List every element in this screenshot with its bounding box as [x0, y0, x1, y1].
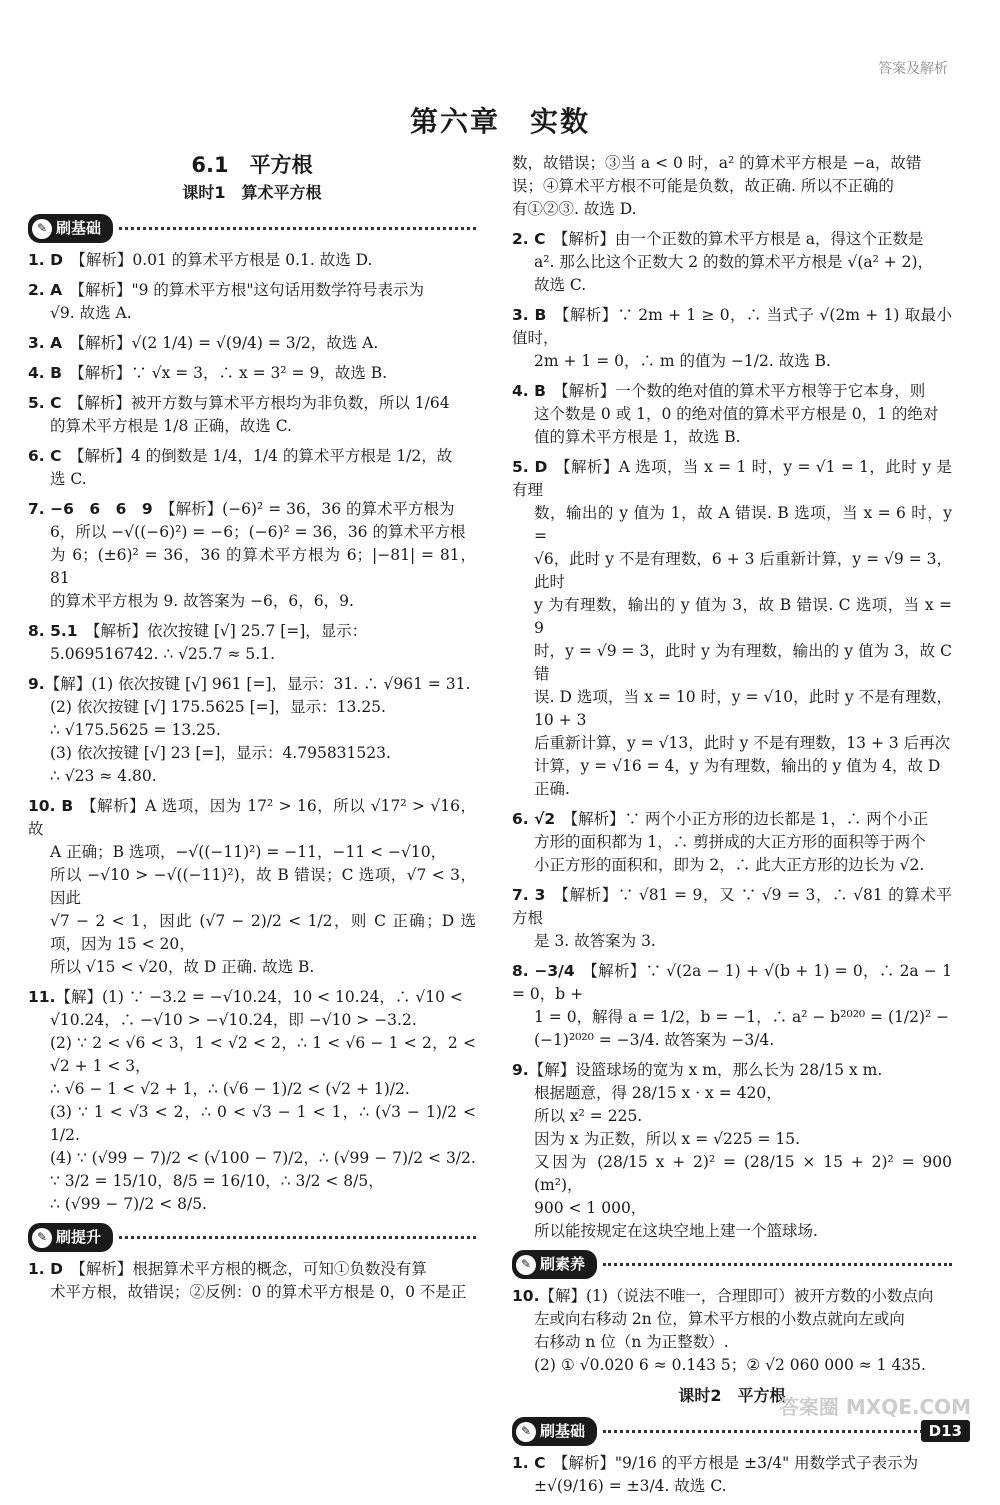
question-item: [28, 392, 476, 438]
answer-text: 小正方形的面积和，即为 2，∴ 此大正方形的边长为 √2.: [534, 856, 925, 874]
answer-text: 【解析】A 选项，因为 17² > 16，所以 √17² > √16，故: [28, 797, 476, 838]
band-literacy-label: 刷素养: [540, 1255, 586, 1273]
answer-line: [28, 719, 476, 742]
answer-text: 右移动 n 位（n 为正整数）.: [534, 1333, 729, 1351]
answer-choice: A: [44, 334, 68, 352]
question-number: 1.: [512, 1454, 529, 1472]
answer-text: (4) ∵ (√99 − 7)/2 < (√100 − 7)/2，∴ (√99 − 7)/2 < 3/2.: [50, 1149, 476, 1167]
answer-line: [512, 456, 952, 502]
answer-text: 时，y = √9 = 3，此时 y 为有理数，输出的 y 值为 3，故 C 错: [534, 642, 952, 683]
question-item: [512, 304, 952, 373]
answer-line: [28, 590, 476, 613]
answer-choice: −6 6 6 9: [44, 500, 159, 518]
question-number: 3.: [512, 306, 529, 324]
answer-choice: 3: [528, 886, 552, 904]
answer-text: (3) 依次按键 [√] 23 [=]，显示：4.795831523.: [50, 744, 391, 762]
answer-text: (2) ∵ 2 < √6 < 3，1 < √2 < 2，∴ 1 < √6 − 1 < 2，2 < √2 + 1 < 3，: [50, 1034, 476, 1075]
answer-line: [512, 640, 952, 686]
answer-line: [512, 686, 952, 732]
question-item: [28, 673, 476, 788]
answer-line: [28, 1281, 476, 1304]
question-number: 7.: [28, 500, 45, 518]
question-item: [28, 986, 476, 1216]
answer-line: [28, 742, 476, 765]
answer-line: [512, 251, 952, 274]
book-icon: ✎: [516, 1255, 536, 1275]
answer-line: [28, 1009, 476, 1032]
left-advanced-list: [28, 1258, 476, 1304]
answer-text: 的算术平方根是 1/8 正确，故选 C.: [50, 417, 292, 435]
answer-text: 【解析】A 选项，当 x = 1 时，y = √1 = 1，此时 y 是有理: [512, 458, 952, 499]
answer-line: [28, 362, 476, 385]
answer-line: [28, 302, 476, 325]
answer-choice: C: [44, 394, 67, 412]
question-item: [512, 380, 952, 449]
answer-choice: D: [44, 1260, 69, 1278]
question-number: 1.: [28, 1260, 45, 1278]
question-item: [512, 456, 952, 801]
answer-line: [28, 544, 476, 590]
answer-line: [28, 620, 476, 643]
answer-text: ∵ 3/2 = 15/10，8/5 = 16/10，∴ 3/2 < 8/5，: [50, 1172, 384, 1190]
answer-choice: −3/4: [528, 962, 581, 980]
question-item: [28, 1258, 476, 1304]
answer-line: [512, 1006, 952, 1029]
continued-answer: [512, 152, 952, 221]
answer-text: 因为 x 为正数，所以 x = √225 = 15.: [534, 1130, 801, 1148]
book-icon: ✎: [32, 1228, 52, 1248]
answer-line: [512, 831, 952, 854]
answer-line: [28, 392, 476, 415]
answer-line: [512, 380, 952, 403]
question-item: [28, 498, 476, 613]
answer-line: [28, 795, 476, 841]
answer-choice: C: [528, 1454, 551, 1472]
answer-choice: C: [528, 230, 551, 248]
answer-text: 计算，y = √16 = 4，y 为有理数，输出的 y 值为 4，故 D: [534, 757, 941, 775]
question-number: 8.: [28, 622, 45, 640]
answer-text: 是 3. 故答案为 3.: [534, 932, 656, 950]
right-advanced-list: [512, 228, 952, 1243]
answer-line: [512, 1151, 952, 1197]
answer-line: [512, 1128, 952, 1151]
answer-line: [28, 249, 476, 272]
answer-text: 【解析】被开方数与算术平方根均为非负数，所以 1/64: [68, 394, 450, 412]
answer-text: 【解】(1) 依次按键 [√] 961 [=]，显示：31. ∴ √961 = 31.: [44, 675, 471, 693]
book-icon: ✎: [516, 1422, 536, 1442]
question-item: [28, 332, 476, 355]
answer-text: 方形的面积都为 1，∴ 剪拼成的大正方形的面积等于两个: [534, 833, 926, 851]
question-number: 11.: [28, 988, 56, 1006]
question-item: [28, 279, 476, 325]
answer-text: 根据题意，得 28/15 x · x = 420，: [534, 1084, 782, 1102]
answer-choice: A: [44, 281, 68, 299]
answer-line: [28, 986, 476, 1009]
answer-text: a². 那么比这个正数大 2 的数的算术平方根是 √(a² + 2)，: [534, 253, 934, 271]
answer-text: ∴ √175.5625 = 13.25.: [50, 721, 221, 739]
answer-choice: B: [528, 382, 552, 400]
answer-text: 后重新计算，y = √13，此时 y 不是有理数，13 + 3 后再次: [534, 734, 951, 752]
answer-line: [28, 468, 476, 491]
answer-line: [512, 1197, 952, 1220]
question-number: 10.: [28, 797, 56, 815]
answer-text: 6，所以 −√((−6)²) = −6；(−6)² = 36，36 的算术平方根: [50, 523, 466, 541]
answer-text: 【解】(1)（说法不唯一，合理即可）被开方数的小数点向: [539, 1287, 934, 1305]
answer-text: ∴ (√99 − 7)/2 < 8/5.: [50, 1195, 207, 1213]
answer-text: y 为有理数，输出的 y 值为 3，故 B 错误. C 选项，当 x = 9: [534, 596, 952, 637]
answer-text: 【解析】"9 的算术平方根"这句话用数学符号表示为: [69, 281, 425, 299]
answer-text: 左或向右移动 2n 位，算术平方根的小数点就向左或向: [534, 1310, 905, 1328]
dotted-divider: [603, 1263, 952, 1266]
answer-choice: B: [44, 364, 68, 382]
answer-text: 值的算术平方根是 1，故选 B.: [534, 428, 741, 446]
right-literacy-list: [512, 1285, 952, 1377]
question-item: [512, 1285, 952, 1377]
answer-line: 有①②③. 故选 D.: [512, 200, 637, 218]
question-item: [28, 795, 476, 979]
answer-line: [512, 854, 952, 877]
answer-line: [512, 778, 952, 801]
answer-text: 所以 x² = 225.: [534, 1107, 643, 1125]
answer-line: [28, 696, 476, 719]
left-basic-list: [28, 249, 476, 1216]
answer-line: [28, 1101, 476, 1147]
question-item: [512, 960, 952, 1052]
answer-text: √7 − 2 < 1，因此 (√7 − 2)/2 < 1/2，则 C 正确；D 选项，因为 15 < 20，: [50, 912, 476, 953]
right-column: [512, 152, 952, 1505]
answer-line: [28, 279, 476, 302]
answer-text: 【解析】∵ √x = 3，∴ x = 3² = 9，故选 B.: [69, 364, 388, 382]
answer-line: [512, 1029, 952, 1052]
answer-line: [512, 808, 952, 831]
answer-line: [28, 765, 476, 788]
band-basic: [28, 214, 476, 243]
answer-text: 数，输出的 y 值为 1，故 A 错误. B 选项，当 x = 6 时，y =: [534, 504, 952, 545]
answer-text: 【解析】4 的倒数是 1/4，1/4 的算术平方根是 1/2，故: [68, 447, 453, 465]
lesson-title-1: 课时1 算术平方根: [182, 183, 322, 202]
answer-text: (3) ∵ 1 < √3 < 2，∴ 0 < √3 − 1 < 1，∴ (√3 − 1)/2 < 1/2.: [50, 1103, 476, 1144]
answer-choice: √2: [528, 810, 561, 828]
answer-line: [512, 1082, 952, 1105]
answer-line: [28, 643, 476, 666]
answer-text: 又因为 (28/15 x + 2)² = (28/15 × 15 + 2)² = 900 (m²)，: [534, 1153, 952, 1194]
answer-text: 【解析】根据算术平方根的概念，可知①负数没有算: [70, 1260, 427, 1278]
answer-line: [28, 1258, 476, 1281]
question-item: [512, 228, 952, 297]
answer-text: (2) 依次按键 [√] 175.5625 [=]，显示：13.25.: [50, 698, 386, 716]
answer-text: 2m + 1 = 0，∴ m 的值为 −1/2. 故选 B.: [534, 352, 831, 370]
answer-line: [28, 445, 476, 468]
answer-text: 这个数是 0 或 1，0 的绝对值的算术平方根是 0，1 的绝对: [534, 405, 939, 423]
answer-line: [512, 1059, 952, 1082]
question-number: 6.: [512, 810, 529, 828]
question-number: 4.: [512, 382, 529, 400]
answer-line: [512, 502, 952, 548]
answer-choice: D: [44, 251, 69, 269]
page-number: D13: [921, 1420, 970, 1442]
answer-line: [512, 426, 952, 449]
answer-line: [512, 1105, 952, 1128]
answer-text: √9. 故选 A.: [50, 304, 132, 322]
answer-text: 1 = 0，解得 a = 1/2，b = −1，∴ a² − b²⁰²⁰ = (1/2)² −: [534, 1008, 950, 1026]
answer-line: [28, 1193, 476, 1216]
band-basic2-label: 刷基础: [540, 1422, 586, 1440]
watermark-text: 答案圈 MXQE.COM: [778, 1395, 972, 1419]
answer-line: [512, 594, 952, 640]
answer-line: [512, 960, 952, 1006]
answer-line: [28, 1147, 476, 1170]
answer-text: 所以 √15 < √20，故 D 正确. 故选 B.: [50, 958, 315, 976]
band-advanced: [28, 1223, 476, 1252]
question-number: 1.: [28, 251, 45, 269]
question-number: 10.: [512, 1287, 540, 1305]
answer-line: [28, 673, 476, 696]
answer-text: 的算术平方根为 9. 故答案为 −6，6，6，9.: [50, 592, 354, 610]
left-column: [28, 150, 476, 1311]
question-number: 8.: [512, 962, 529, 980]
answer-text: 【解析】依次按键 [√] 25.7 [=]，显示：: [84, 622, 368, 640]
answer-line: [512, 930, 952, 953]
question-item: [512, 1059, 952, 1243]
answer-line: [512, 755, 952, 778]
answer-line: [28, 332, 476, 355]
answer-text: 选 C.: [50, 470, 87, 488]
question-item: [512, 1452, 952, 1498]
answer-line: [512, 548, 952, 594]
answer-choice: C: [44, 447, 67, 465]
answer-text: 【解析】∵ 2m + 1 ≥ 0，∴ 当式子 √(2m + 1) 取最小值时，: [512, 306, 952, 347]
answer-text: 所以能按规定在这块空地上建一个篮球场.: [534, 1222, 818, 1240]
answer-choice: D: [528, 458, 554, 476]
answer-text: 正确.: [534, 780, 570, 798]
question-number: 5.: [512, 458, 529, 476]
question-number: 4.: [28, 364, 45, 382]
band-advanced-label: 刷提升: [56, 1228, 102, 1246]
answer-line: [512, 274, 952, 297]
answer-text: (2) ① √0.020 6 ≈ 0.143 5；② √2 060 000 ≈ 1 435.: [534, 1356, 926, 1374]
answer-text: 【解析】∵ √(2a − 1) + √(b + 1) = 0，∴ 2a − 1 = 0，b +: [512, 962, 953, 1003]
section-title: 6.1 平方根: [191, 153, 313, 177]
answer-line: [28, 841, 476, 864]
answer-text: 【解析】由一个正数的算术平方根是 a，得这个正数是: [552, 230, 924, 248]
answer-text: √10.24，∴ −√10 > −√10.24，即 −√10 > −3.2.: [50, 1011, 417, 1029]
answer-text: ∴ √6 − 1 < √2 + 1，∴ (√6 − 1)/2 < (√2 + 1)/2.: [50, 1080, 410, 1098]
answer-text: 术平方根，故错误；②反例：0 的算术平方根是 0，0 不是正: [50, 1283, 467, 1301]
answer-text: ∴ √23 ≈ 4.80.: [50, 767, 157, 785]
answer-text: 为 6；(±6)² = 36，36 的算术平方根为 6；|−81| = 81，81: [50, 546, 476, 587]
header-label: 答案及解析: [878, 61, 948, 77]
answer-line: [28, 498, 476, 521]
answer-line: [512, 403, 952, 426]
answer-line: [28, 1032, 476, 1078]
question-item: [28, 249, 476, 272]
question-number: 5.: [28, 394, 45, 412]
answer-text: A 正确；B 选项，−√((−11)²) = −11，−11 < −√10，: [50, 843, 447, 861]
answer-text: 【解析】"9/16 的平方根是 ±3/4" 用数学式子表示为: [552, 1454, 919, 1472]
answer-text: 【解析】一个数的绝对值的算术平方根等于它本身，则: [553, 382, 926, 400]
right-basic2-list: [512, 1452, 952, 1498]
answer-choice: B: [528, 306, 553, 324]
answer-line: [28, 956, 476, 979]
answer-text: 【解析】(−6)² = 36，36 的算术平方根为: [160, 500, 455, 518]
answer-text: √6，此时 y 不是有理数，6 + 3 后重新计算，y = √9 = 3，此时: [534, 550, 952, 591]
band-basic-label: 刷基础: [56, 219, 102, 237]
answer-line: [512, 1308, 952, 1331]
answer-line: [28, 1078, 476, 1101]
answer-text: 【解析】∵ √81 = 9，又 ∵ √9 = 3，∴ √81 的算术平方根: [512, 886, 953, 927]
answer-text: 【解析】√(2 1/4) = √(9/4) = 3/2，故选 A.: [69, 334, 379, 352]
answer-text: 故选 C.: [534, 276, 587, 294]
question-item: [28, 620, 476, 666]
answer-line: [512, 1220, 952, 1243]
answer-line: [28, 864, 476, 910]
question-item: [512, 808, 952, 877]
question-number: 7.: [512, 886, 529, 904]
question-item: [512, 884, 952, 953]
answer-line: [512, 228, 952, 251]
answer-line: [512, 304, 952, 350]
answer-line: [28, 415, 476, 438]
answer-line: [512, 1475, 952, 1498]
answer-text: 【解】设篮球场的宽为 x m，那么长为 28/15 x m.: [528, 1061, 883, 1079]
answer-line: 误；④算术平方根不可能是负数，故正确. 所以不正确的: [512, 177, 894, 195]
answer-line: [512, 1285, 952, 1308]
dotted-divider: [119, 227, 476, 230]
answer-choice: B: [55, 797, 80, 815]
answer-text: 900 < 1 000，: [534, 1199, 647, 1217]
question-item: [28, 362, 476, 385]
answer-text: 【解析】∵ 两个小正方形的边长都是 1，∴ 两个小正: [562, 810, 929, 828]
lesson-title-2: 课时2 平方根: [678, 1386, 786, 1405]
dotted-divider: [119, 1236, 476, 1239]
answer-text: 【解析】0.01 的算术平方根是 0.1. 故选 D.: [70, 251, 373, 269]
question-number: 2.: [512, 230, 529, 248]
answer-text: (−1)²⁰²⁰ = −3/4. 故答案为 −3/4.: [534, 1031, 775, 1049]
chapter-title: 第六章 实数: [409, 105, 590, 138]
answer-line: [512, 350, 952, 373]
question-item: [28, 445, 476, 491]
answer-text: 所以 −√10 > −√((−11)²)，故 B 错误；C 选项，√7 < 3，因此: [50, 866, 476, 907]
answer-text: 【解】(1) ∵ −3.2 = −√10.24，10 < 10.24，∴ √10 <: [55, 988, 463, 1006]
answer-line: [28, 910, 476, 956]
answer-line: 数，故错误；③当 a < 0 时，a² 的算术平方根是 −a，故错: [512, 154, 922, 172]
answer-line: [512, 884, 952, 930]
answer-line: [28, 1170, 476, 1193]
answer-line: [512, 1452, 952, 1475]
answer-line: [512, 732, 952, 755]
answer-line: [512, 1331, 952, 1354]
band-literacy: [512, 1250, 952, 1279]
answer-text: 误. D 选项，当 x = 10 时，y = √10，此时 y 不是有理数，10 + 3: [534, 688, 952, 729]
answer-choice: 5.1: [44, 622, 83, 640]
question-number: 2.: [28, 281, 45, 299]
question-number: 9.: [512, 1061, 529, 1079]
answer-text: ±√(9/16) = ±3/4. 故选 C.: [534, 1477, 727, 1495]
answer-line: [28, 521, 476, 544]
book-icon: ✎: [32, 219, 52, 239]
question-number: 6.: [28, 447, 45, 465]
question-number: 3.: [28, 334, 45, 352]
answer-text: 5.069516742. ∴ √25.7 ≈ 5.1.: [50, 645, 275, 663]
question-number: 9.: [28, 675, 45, 693]
